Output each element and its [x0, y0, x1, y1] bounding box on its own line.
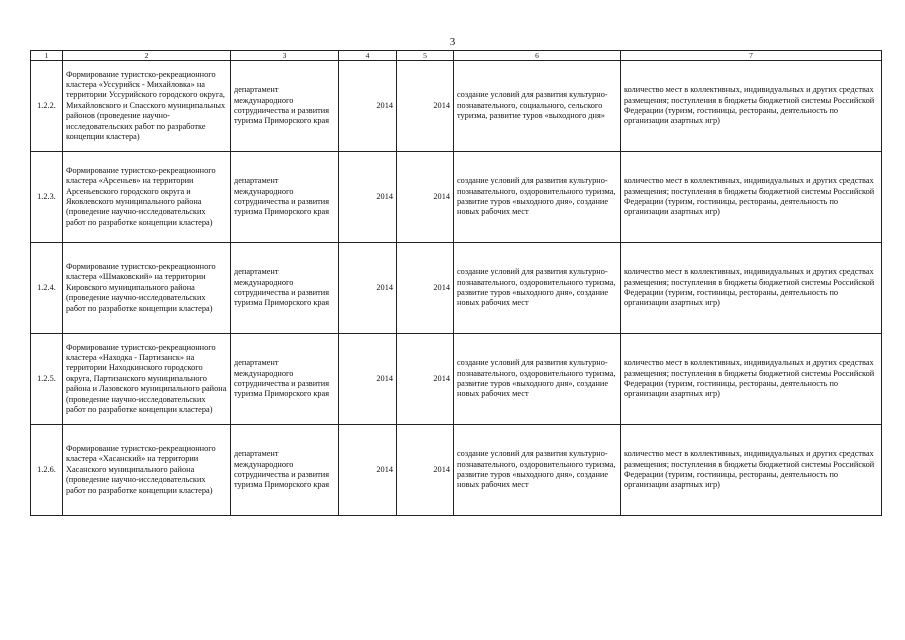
year-end-cell: 2014 — [397, 334, 454, 425]
measure-cell: Формирование туристско-рекреационного кластера «Шмаковский» на территории Кировского муниципального района (проведение научно-исследовательских работ по разработке концепции кластера) — [63, 243, 231, 334]
measure-cell: Формирование туристско-рекреационного кластера «Арсеньев» на территории Арсеньевского городского округа и Яковлевского муниципального района (проведение научно-исследовательских работ по разработке концепции кластера) — [63, 152, 231, 243]
row-number: 1.2.4. — [31, 243, 63, 334]
column-number: 5 — [397, 51, 454, 61]
year-start-cell: 2014 — [339, 334, 397, 425]
table-body — [31, 51, 882, 516]
indicators-cell: количество мест в коллективных, индивидуальных и других средствах размещения; поступления в бюджеты бюджетной системы Российской Федерации (туризм, гостиницы, рестораны, деятельность по организации азартных игр) — [621, 425, 882, 516]
executor-cell: департамент международного сотрудничества и развития туризма Приморского края — [231, 152, 339, 243]
measures-table — [30, 50, 882, 516]
year-end-cell: 2014 — [397, 425, 454, 516]
result-cell: создание условий для развития культурно-познавательного, оздоровительного туризма, развитие туров «выходного дня», создание новых рабочих мест — [454, 425, 621, 516]
measure-cell: Формирование туристско-рекреационного кластера «Находка - Партизанск» на территории Находкинского городского округа, Партизанского муниципального района и Лазовского муниципального района (проведение научно-исследовательских работ по разработке концепции кластера) — [63, 334, 231, 425]
executor-cell: департамент международного сотрудничества и развития туризма Приморского края — [231, 243, 339, 334]
result-cell: создание условий для развития культурно-познавательного, оздоровительного туризма, развитие туров «выходного дня», создание новых рабочих мест — [454, 152, 621, 243]
year-start-cell: 2014 — [339, 152, 397, 243]
measure-cell: Формирование туристско-рекреационного кластера «Уссурийск - Михайловка» на территории Уссурийского городского округа, Михайловского и Спасского муниципальных районов (проведение научно-исследовательских работ по разработке концепции кластера) — [63, 61, 231, 152]
column-number: 1 — [31, 51, 63, 61]
page-number: 3 — [449, 36, 456, 48]
table-row — [31, 243, 882, 334]
row-number: 1.2.2. — [31, 61, 63, 152]
table-row — [31, 334, 882, 425]
column-number: 6 — [454, 51, 621, 61]
year-end-cell: 2014 — [397, 152, 454, 243]
year-start-cell: 2014 — [339, 243, 397, 334]
executor-cell: департамент международного сотрудничества и развития туризма Приморского края — [231, 334, 339, 425]
row-number: 1.2.5. — [31, 334, 63, 425]
column-number: 7 — [621, 51, 882, 61]
indicators-cell: количество мест в коллективных, индивидуальных и других средствах размещения; поступления в бюджеты бюджетной системы Российской Федерации (туризм, гостиницы, рестораны, деятельность по организации азартных игр) — [621, 243, 882, 334]
result-cell: создание условий для развития культурно-познавательного, оздоровительного туризма, развитие туров «выходного дня», создание новых рабочих мест — [454, 243, 621, 334]
measure-cell: Формирование туристско-рекреационного кластера «Хасанский» на территории Хасанского муниципального района (проведение научно-исследовательских работ по разработке концепции кластера) — [63, 425, 231, 516]
year-end-cell: 2014 — [397, 61, 454, 152]
year-start-cell: 2014 — [339, 425, 397, 516]
year-start-cell: 2014 — [339, 61, 397, 152]
year-end-cell: 2014 — [397, 243, 454, 334]
column-number: 2 — [63, 51, 231, 61]
column-number-row — [31, 51, 882, 61]
column-number: 4 — [339, 51, 397, 61]
indicators-cell: количество мест в коллективных, индивидуальных и других средствах размещения; поступления в бюджеты бюджетной системы Российской Федерации (туризм, гостиницы, рестораны, деятельность по организации азартных игр) — [621, 334, 882, 425]
row-number: 1.2.3. — [31, 152, 63, 243]
column-number: 3 — [231, 51, 339, 61]
indicators-cell: количество мест в коллективных, индивидуальных и других средствах размещения; поступления в бюджеты бюджетной системы Российской Федерации (туризм, гостиницы, рестораны, деятельность по организации азартных игр) — [621, 152, 882, 243]
table-row — [31, 425, 882, 516]
executor-cell: департамент международного сотрудничества и развития туризма Приморского края — [231, 61, 339, 152]
row-number: 1.2.6. — [31, 425, 63, 516]
indicators-cell: количество мест в коллективных, индивидуальных и других средствах размещения; поступления в бюджеты бюджетной системы Российской Федерации (туризм, гостиницы, рестораны, деятельность по организации азартных игр) — [621, 61, 882, 152]
table-row — [31, 152, 882, 243]
result-cell: создание условий для развития культурно-познавательного, оздоровительного туризма, развитие туров «выходного дня», создание новых рабочих мест — [454, 334, 621, 425]
table-row — [31, 61, 882, 152]
executor-cell: департамент международного сотрудничества и развития туризма Приморского края — [231, 425, 339, 516]
result-cell: создание условий для развития культурно-познавательного, социального, сельского туризма, развитие туров «выходного дня» — [454, 61, 621, 152]
